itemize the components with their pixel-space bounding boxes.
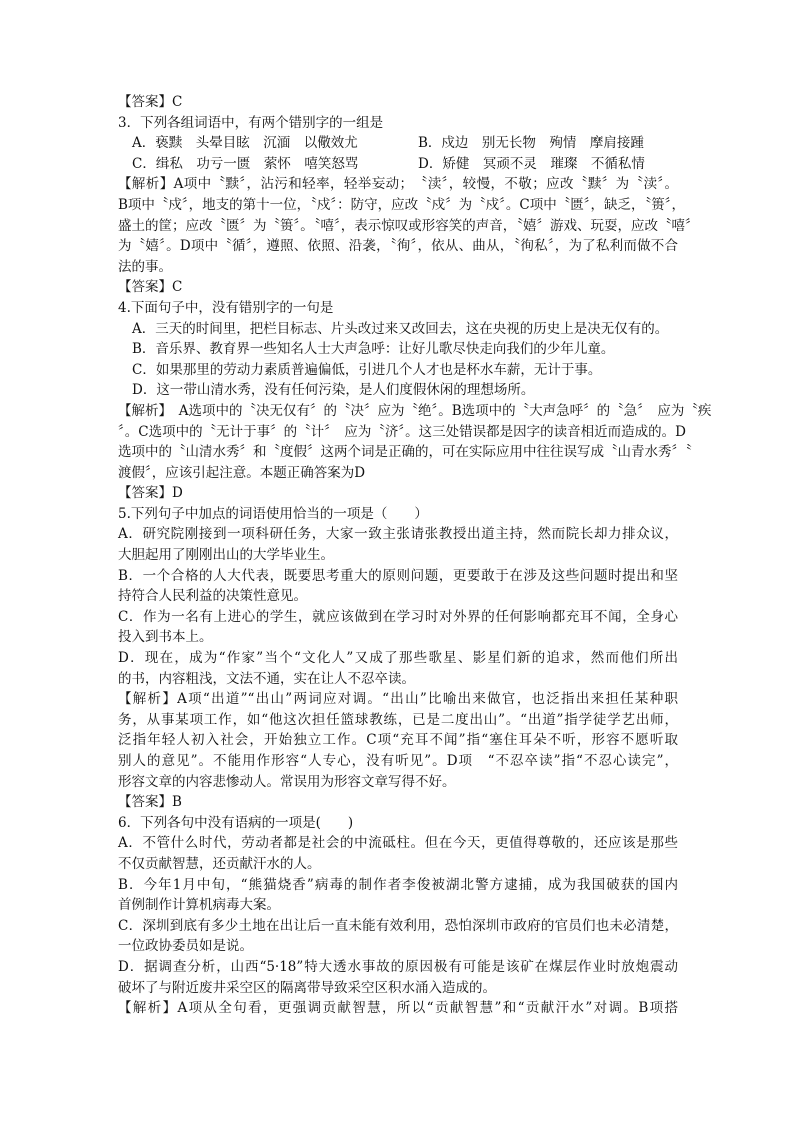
text-line: 6．下列各句中没有语病的一项是( )	[118, 814, 354, 831]
text-line: 3．下列各组词语中，有两个错别字的一组是	[118, 114, 384, 131]
text-line: 渡假〞，应该引起注意。本题正确答案为D	[118, 464, 366, 481]
text-line: 【答案】C	[118, 279, 183, 296]
text-line: C．如果那里的劳动力素质普遍偏低，引进几个人才也是杯水车薪，无计于事。	[132, 361, 602, 378]
text-line: A．三天的时间里，把栏目标志、片头改过来又改回去，这在央视的历史上是决无仅有的。	[132, 320, 669, 337]
text-line: C．作为一名有上进心的学生，就应该做到在学习时对外界的任何影响都充耳不闻，全身心	[118, 608, 678, 625]
option-row	[118, 133, 678, 154]
text-line: 形容文章的内容悲惨动人。常误用为形容文章写得不好。	[118, 773, 456, 790]
text-line: B．音乐界、教育界一些知名人士大声急呼：让好儿歌尽快走向我们的少年儿童。	[132, 341, 615, 358]
text-line: 一位政协委员如是说。	[118, 938, 253, 955]
text-line: D．这一带山清水秀，没有任何污染，是人们度假休闲的理想场所。	[132, 382, 535, 399]
text-line: 为〝嬉〞。D项中〝循〞，遵照、依照、沿袭，〝徇〞，依从、曲从，〝徇私〞，为了私利而做不合	[118, 238, 678, 255]
text-line: B项中〝戍〞，地支的第十一位，〝戍〞：防守，应改〝戍〞为〝戍〞。C项中〝匮〞，缺乏，〝篑〞，	[118, 196, 685, 213]
text-line: 5.下列句子中加点的词语使用恰当的一项是（ ）	[118, 505, 428, 522]
text-line: 【解析】A项“出道”“出山”两词应对调。“出山”比喻出来做官，也泛指出来担任某种职	[118, 691, 678, 708]
text-line: 大胆起用了刚刚出山的大学毕业生。	[118, 547, 334, 564]
text-line: 不仅贡献智慧，还贡献汗水的人。	[118, 855, 321, 872]
text-line: B．一个合格的人大代表，既要思考重大的原则问题，更要敢于在涉及这些问题时提出和坚	[118, 567, 678, 584]
text-line: A．不管什么时代，劳动者都是社会的中流砥柱。但在今天，更值得尊敬的，还应该是那些	[118, 835, 678, 852]
text-line: C．深圳到底有多少土地在出让后一直未能有效利用，恐怕深圳市政府的官员们也未必清楚，	[118, 917, 678, 934]
option-row	[118, 154, 678, 175]
option-right: B．戍边 别无长物 殉情 摩肩接踵	[418, 135, 644, 152]
text-line: 盛土的筐；应改〝匮〞为〝篑〞。〝嘻〞，表示惊叹或形容笑的声音，〝嬉〞游戏、玩耍，应改〝嘻〞	[118, 217, 699, 234]
text-line: 泛指年轻人初入社会，开始独立工作。C项“充耳不闻”指“塞住耳朵不听，形容不愿听取	[118, 732, 678, 749]
option-left: C．缉私 功亏一匮 萦怀 嘻笑怒骂	[132, 155, 359, 172]
text-line: 选项中的〝山清水秀〞和〝度假〞这两个词是正确的，可在实际应用中往往误写成〝山青水秀〞〝	[118, 444, 692, 461]
text-line: 法的事。	[118, 258, 172, 275]
text-line: 4.下面句子中，没有错别字的一句是	[118, 299, 334, 316]
text-line: 破坏了与附近废井采空区的隔离带导致采空区积水涌入造成的。	[118, 979, 496, 996]
option-left: A．亵黩 头晕目眩 沉湎 以儆效尤	[132, 135, 358, 152]
text-line: D．据调查分析，山西“5·18”特大透水事故的原因极有可能是该矿在煤层作业时放炮震动	[118, 958, 678, 975]
text-line: 【答案】B	[118, 794, 182, 811]
text-line: 【解析】A项从全句看，更强调贡献智慧，所以“贡献智慧”和“贡献汗水”对调。B项搭	[118, 1000, 678, 1017]
text-line: 【答案】C	[118, 94, 183, 110]
text-line: 投入到书本上。	[118, 629, 213, 646]
text-line: 别人的意见”。不能用作形容“人专心，没有听见”。D项 “不忍卒读”指“不忍心读完”，	[118, 753, 678, 769]
text-line: 【解析】A项中〝黩〞，沾污和轻率，轻举妄动； 〝渎〞，较慢，不敬；应改〝黩〞为〝渎〞。	[118, 176, 678, 193]
text-line: D．现在，成为“作家”当个“文化人”又成了那些歌星、影星们新的追求，然而他们所出	[118, 650, 678, 667]
document-body	[118, 92, 712, 1019]
text-line: 持符合人民利益的决策性意见。	[118, 588, 307, 605]
text-line: 【答案】D	[118, 485, 183, 502]
text-line: A．研究院刚接到一项科研任务，大家一致主张请张教授出道主持，然而院长却力排众议，	[118, 526, 678, 543]
option-right: D．矫健 冥顽不灵 璀璨 不循私情	[418, 155, 645, 172]
text-line: 的书，内容粗浅，文法不通，实在让人不忍卒读。	[118, 670, 415, 687]
text-line: 首例制作计算机病毒大案。	[118, 897, 280, 914]
text-line: 【解析】 A选项中的〝决无仅有〞的〝决〞应为〝绝〞。B选项中的〝大声急呼〞的〝急〞 应为〝疾	[118, 402, 712, 419]
text-line: 务，从事某项工作，如“他这次担任篮球教练，已是二度出山”。“出道”指学徒学艺出师，	[118, 711, 678, 728]
text-line: B．今年1月中旬，“熊猫烧香”病毒的制作者李俊被湖北警方逮捕，成为我国破获的国内	[118, 876, 678, 893]
text-line: 〞。C选项中的〝无计于事〞的〝计〞 应为〝济〞。这三处错误都是因字的读音相近而造成的。D	[118, 423, 686, 440]
